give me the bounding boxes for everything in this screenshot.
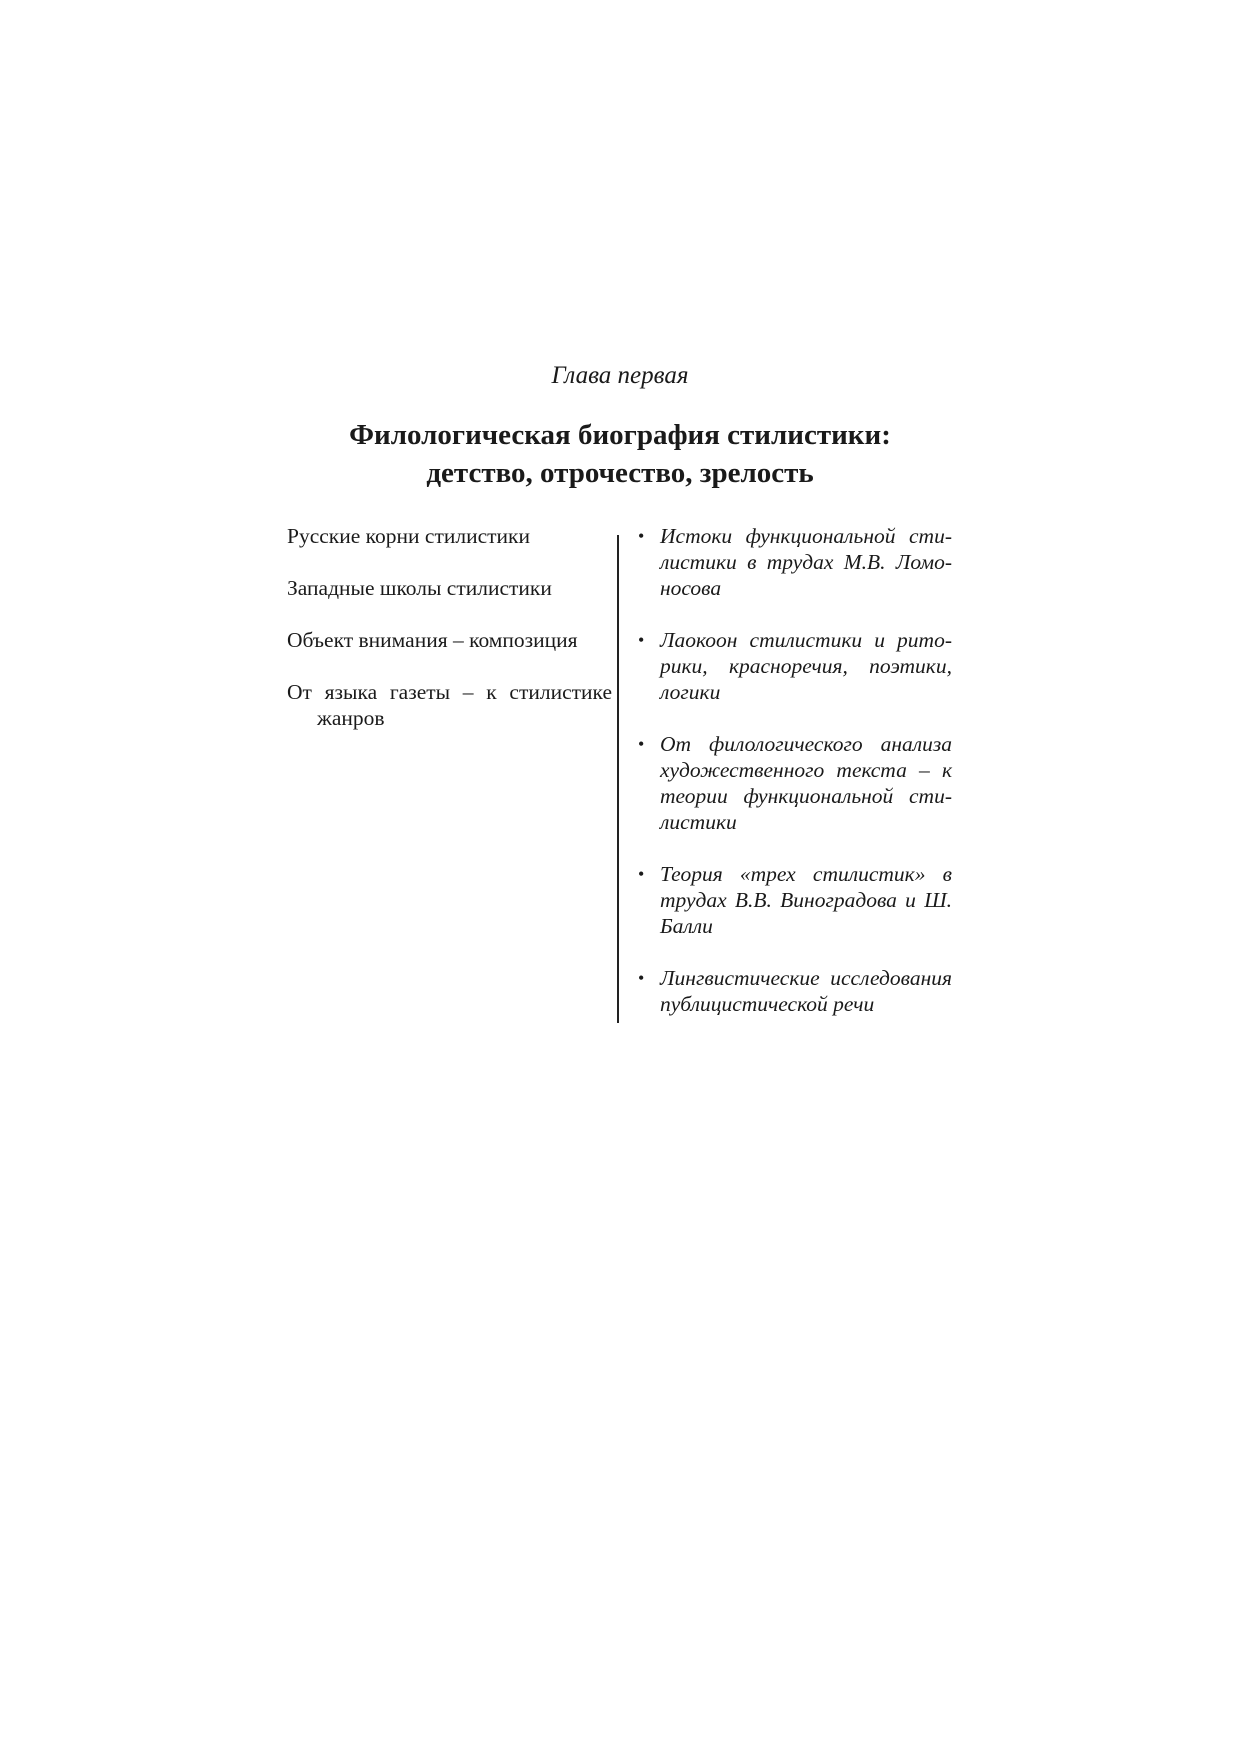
topic-text: Лаокоон стилистики и риторики, красноречия, поэтики, логики [660,628,952,704]
topic-item [638,523,952,601]
topic-item [638,965,952,1017]
topic-text: От филологического анализа художественного текста – к теории функциональной стилистики [660,732,952,834]
topic-text: Теория «трех стилистик» в трудах В.В. Виноградова и Ш. Балли [660,862,952,938]
bullet-icon: • [638,864,645,884]
chapter-title-line-1: Филологическая биография стилистики: [349,419,891,451]
bullet-icon: • [638,734,645,754]
bullet-icon: • [638,630,645,650]
bullet-icon: • [638,968,645,988]
topic-text: Истоки функциональной стилистики в трудах М.В. Ломоносова [660,524,952,600]
chapter-label: Глава первая [551,362,689,389]
topic-list [638,523,952,1043]
topic-item [638,627,952,705]
section-item: Русские корни стилистики [287,524,530,548]
section-item: От языка газеты – к стилистике жанров [287,680,612,730]
chapter-title-line-2: детство, отрочество, зрелость [426,457,814,489]
chapter-title [0,416,1240,492]
topic-item [638,861,952,939]
section-item: Западные школы стилистики [287,576,552,600]
section-list [287,523,612,757]
topic-item [638,731,952,835]
column-divider [617,535,619,1023]
topic-text: Лингвистические исследования публицистической речи [660,966,952,1016]
bullet-icon: • [638,526,645,546]
section-item: Объект внимания – композиция [287,628,578,652]
